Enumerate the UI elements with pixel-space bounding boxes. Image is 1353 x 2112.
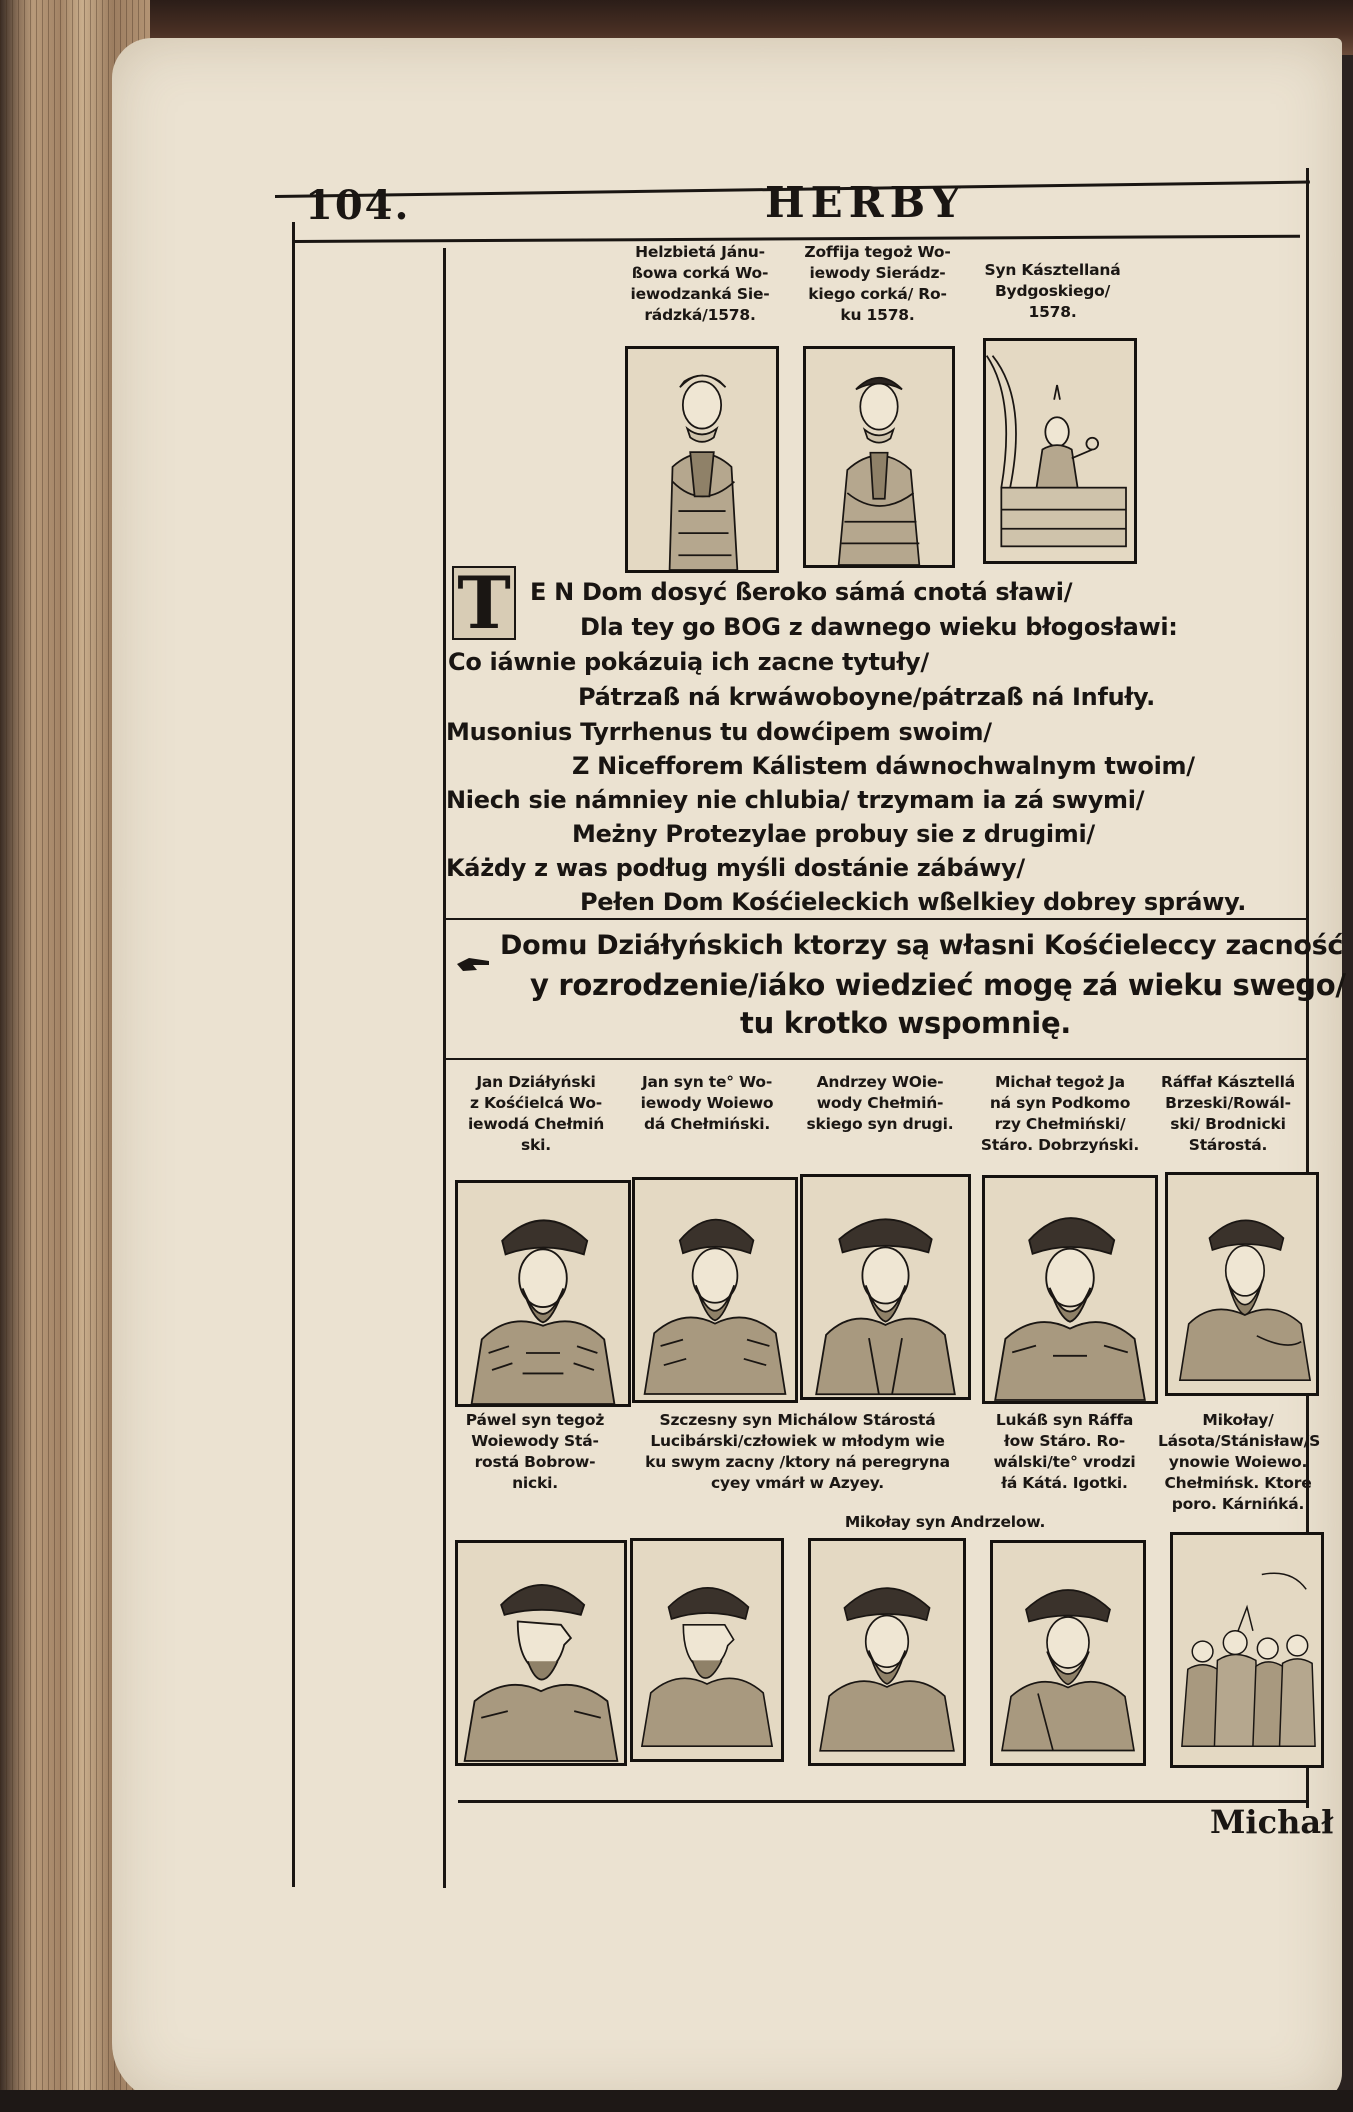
row1-portrait-4 bbox=[982, 1175, 1158, 1404]
row1-portrait-1 bbox=[455, 1180, 631, 1407]
woman-woodcut-icon bbox=[806, 349, 952, 565]
nobleman-woodcut-icon bbox=[635, 1180, 795, 1400]
poem-line-4: Pátrzaß ná krwáwoboyne/pátrzaß ná Infuły. bbox=[578, 683, 1155, 711]
nobleman-woodcut-icon bbox=[803, 1177, 968, 1397]
pointing-hand-icon bbox=[455, 953, 491, 975]
row1-caption-1: Jan Dziáłyński z Kośćielcá Wo- iewodá Chełmiń ski. bbox=[467, 1073, 605, 1154]
section-heading-line-1: Domu Dziáłyńskich ktorzy są własni Kośćieleccy zacność bbox=[500, 930, 1344, 961]
row1-caption-5: Ráffał Kásztellá Brzeski/Rowál- ski/ Brodnicki Stárostá. bbox=[1160, 1073, 1295, 1154]
nobleman-woodcut-icon bbox=[458, 1183, 628, 1404]
row2-caption-2: Szczesny syn Michálow Stárostá Lucibárski/człowiek w młodym wie ku swym zacny /ktory ná peregryna cyey vmárł w Azyey. bbox=[645, 1411, 950, 1492]
row2-portrait-1 bbox=[455, 1540, 627, 1766]
poem-line-5: Musonius Tyrrhenus tu dowćipem swoim/ bbox=[446, 718, 992, 746]
top-portrait-1 bbox=[625, 346, 779, 573]
row2-caption-1: Páwel syn tegoż Woiewody Stá- rostá Bobrow- nicki. bbox=[465, 1411, 605, 1492]
poem-line-7: Niech sie námniey nie chlubia/ trzymam ia zá swymi/ bbox=[446, 786, 1145, 814]
poem-line-1: E N Dom dosyć ßeroko sámá cnotá sławi/ bbox=[530, 578, 1073, 606]
top-portrait-3 bbox=[983, 338, 1137, 564]
section-heading-line-2: y rozrodzenie/iáko wiedzieć mogę zá wieku swego/ bbox=[530, 968, 1346, 1002]
divider-under-poem bbox=[445, 918, 1307, 920]
row2-portrait-3 bbox=[808, 1538, 966, 1766]
top-portrait-2 bbox=[803, 346, 955, 568]
divider-above-row1 bbox=[445, 1058, 1307, 1060]
row1-caption-4: Michał tegoż Ja ná syn Podkomo rzy Chełmiński/ Stáro. Dobrzyński. bbox=[980, 1073, 1140, 1154]
row2-portrait-2 bbox=[630, 1538, 784, 1762]
nobleman-woodcut-icon bbox=[811, 1541, 963, 1763]
row2-caption-4: Lukáß syn Ráffa łow Stáro. Ro- wálski/te° vrodzi łá Kátá. Igotki. bbox=[993, 1411, 1136, 1492]
page-header bbox=[305, 178, 1305, 229]
top-caption-1: Helzbietá Jánu- ßowa corká Wo- iewodzanká Sie- rádzká/1578. bbox=[630, 243, 770, 324]
frame-left-outer-rule bbox=[292, 222, 295, 1887]
section-heading-line-3: tu krotko wspomnię. bbox=[740, 1006, 1072, 1040]
group-woodcut-icon bbox=[1173, 1535, 1321, 1765]
book-binding-bottom bbox=[0, 2090, 1353, 2112]
nobleman-woodcut-icon bbox=[985, 1178, 1155, 1401]
nobleman-woodcut-icon bbox=[1168, 1175, 1316, 1393]
top-caption-2: Zoffija tegoż Wo- iewody Sierádz- kiego corká/ Ro- ku 1578. bbox=[804, 243, 951, 324]
top-caption-3: Syn Kásztellaná Bydgoskiego/ 1578. bbox=[984, 261, 1121, 321]
nobleman-profile-woodcut-icon bbox=[633, 1541, 781, 1759]
row2-extra-caption: Mikołay syn Andrzelow. bbox=[844, 1513, 1046, 1531]
poem-line-2: Dla tey go BOG z dawnego wieku błogosławi: bbox=[580, 613, 1178, 641]
row1-portrait-5 bbox=[1165, 1172, 1319, 1396]
row1-portrait-2 bbox=[632, 1177, 798, 1403]
poem-line-3: Co iáwnie pokázuią ich zacne tytuły/ bbox=[448, 648, 929, 676]
row1-caption-3: Andrzey WOie- wody Chełmiń- skiego syn drugi. bbox=[806, 1073, 954, 1133]
row1-caption-2: Jan syn te° Wo- iewody Woiewo dá Chełmiński. bbox=[640, 1073, 774, 1133]
woman-woodcut-icon bbox=[628, 349, 776, 570]
poem-line-10: Pełen Dom Kośćieleckich wßelkiey dobrey spráwy. bbox=[580, 888, 1247, 916]
row2-portrait-4 bbox=[990, 1540, 1146, 1766]
row2-caption-5: Mikołay/ Lásota/Stánisław/S ynowie Woiewo. Chełmińsk. Ktore poro. Kárnińká. bbox=[1158, 1411, 1321, 1513]
catchword: Michał bbox=[1210, 1803, 1334, 1841]
row1-portrait-3 bbox=[800, 1174, 971, 1400]
poem-line-6: Z Nicefforem Kálistem dáwnochwalnym twoim/ bbox=[572, 752, 1195, 780]
frame-left-inner-rule bbox=[443, 248, 446, 1888]
poem-line-9: Káżdy z was podług myśli dostánie zábáwy/ bbox=[446, 854, 1025, 882]
nobleman-woodcut-icon bbox=[993, 1543, 1143, 1763]
running-title: HERBY bbox=[765, 178, 967, 227]
row2-portrait-5 bbox=[1170, 1532, 1324, 1768]
decorated-initial: T bbox=[452, 566, 516, 640]
child-woodcut-icon bbox=[986, 341, 1134, 561]
poem-line-8: Meżny Protezylae probuy sie z drugimi/ bbox=[572, 820, 1095, 848]
divider-bottom bbox=[458, 1800, 1308, 1803]
nobleman-profile-woodcut-icon bbox=[458, 1543, 624, 1763]
page-number: 104. bbox=[305, 182, 411, 229]
